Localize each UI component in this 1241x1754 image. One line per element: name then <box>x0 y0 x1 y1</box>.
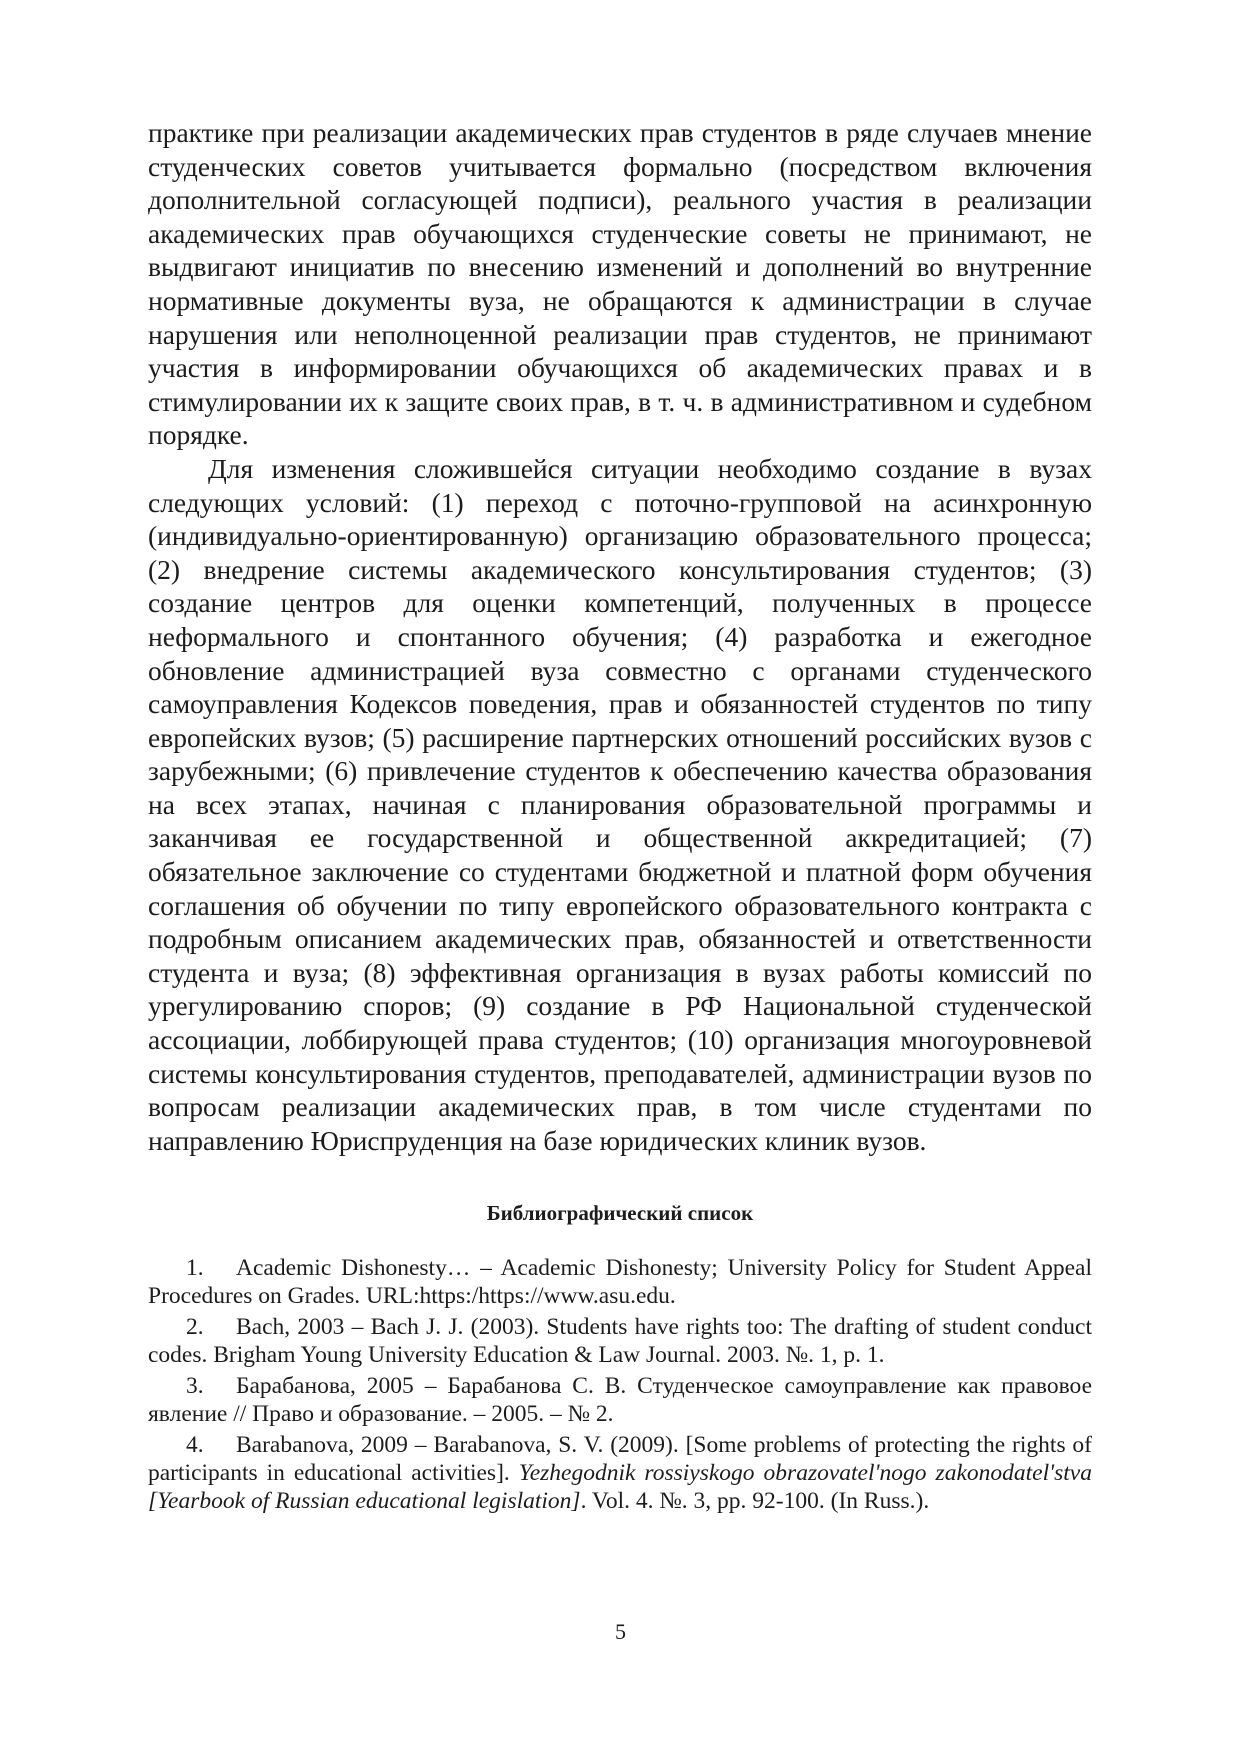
document-page <box>148 116 1092 1518</box>
bibliography-item-text-before: Barabanova, 2009 – Barabanova, S. V. (2009). [Some problems of protecting the rights of participants in educational activities]. <box>148 1432 1092 1487</box>
bibliography-item-journal-title: Yezhegodnik rossiyskogo obrazovatel'nogo zakonodatel'stva [Yearbook of Russian educational legislation] <box>148 1460 1092 1515</box>
bibliography-item-number: 4. <box>186 1432 204 1459</box>
page-number: 5 <box>615 1619 626 1644</box>
bibliography-item-text: Bach, 2003 – Bach J. J. (2003). Students have rights too: The drafting of student conduct codes. Brigham Young University Education & Law Journal. 2003. №. 1, p. 1. <box>148 1314 1092 1369</box>
bibliography-item-number: 3. <box>186 1373 204 1400</box>
bibliography-item-number: 2. <box>186 1314 204 1341</box>
paragraph-continuation: практике при реализации академических прав студентов в ряде случаев мнение студенческих советов учитывается формально (посредством включения дополнительной согласующей подписи), реального участия в реализации академических прав обучающихся студенческие советы не принимают, не выдвигают инициатив по внесению изменений и дополнений во внутренние нормативные документы вуза, не обращаются к администрации в случае нарушения или неполноценной реализации прав студентов, не принимают участия в информировании обучающихся об академических правах и в стимулировании их к защите своих прав, в т. ч. в административном и судебном порядке. <box>148 117 1092 451</box>
bibliography-item-text-after: . Vol. 4. №. 3, pp. 92-100. (In Russ.). <box>580 1488 930 1515</box>
bibliography-item <box>148 1254 1092 1310</box>
bibliography-item-text: Academic Dishonesty… – Academic Dishonesty; University Policy for Student Appeal Procedures on Grades. URL:https:/https://www.asu.edu. <box>148 1255 1092 1310</box>
bibliography-item <box>148 1372 1092 1428</box>
bibliography-heading: Библиографический список <box>486 1201 754 1226</box>
bibliography-item <box>148 1313 1092 1369</box>
bibliography-item-number: 1. <box>186 1255 204 1282</box>
bibliography-list <box>148 1254 1092 1515</box>
paragraph-conditions: Для изменения сложившейся ситуации необходимо создание в вузах следующих условий: (1) переход с поточно-групповой на асинхронную (индивидуально-ориентированную) организацию образовательного процесса; (2) внедрение системы академического консультирования студентов; (3) создание центров для оценки компетенций, полученных в процессе неформального и спонтанного обучения; (4) разработка и ежегодное обновление администрацией вуза совместно с органами студенческого самоуправления Кодексов поведения, прав и обязанностей студентов по типу европейских вузов; (5) расширение партнерских отношений российских вузов с зарубежными; (6) привлечение студентов к обеспечению качества образования на всех этапах, начиная с планирования образовательной программы и заканчивая ее государственной и общественной аккредитацией; (7) обязательное заключение со студентами бюджетной и платной форм обучения соглашения об обучении по типу европейского образовательного контракта с подробным описанием академических прав, обязанностей и ответственности студента и вуза; (8) эффективная организация в вузах работы комиссий по урегулированию споров; (9) создание в РФ Национальной студенческой ассоциации, лоббирующей права студентов; (10) организация многоуровневой системы консультирования студентов, преподавателей, администрации вузов по вопросам реализации академических прав, в том числе студентами по направлению Юриспруденция на базе юридических клиник вузов. <box>148 452 1092 1156</box>
bibliography-item-text: Барабанова, 2005 – Барабанова С. В. Студенческое самоуправление как правовое явление // Право и образование. – 2005. – № 2. <box>148 1373 1092 1428</box>
bibliography-item <box>148 1431 1092 1515</box>
